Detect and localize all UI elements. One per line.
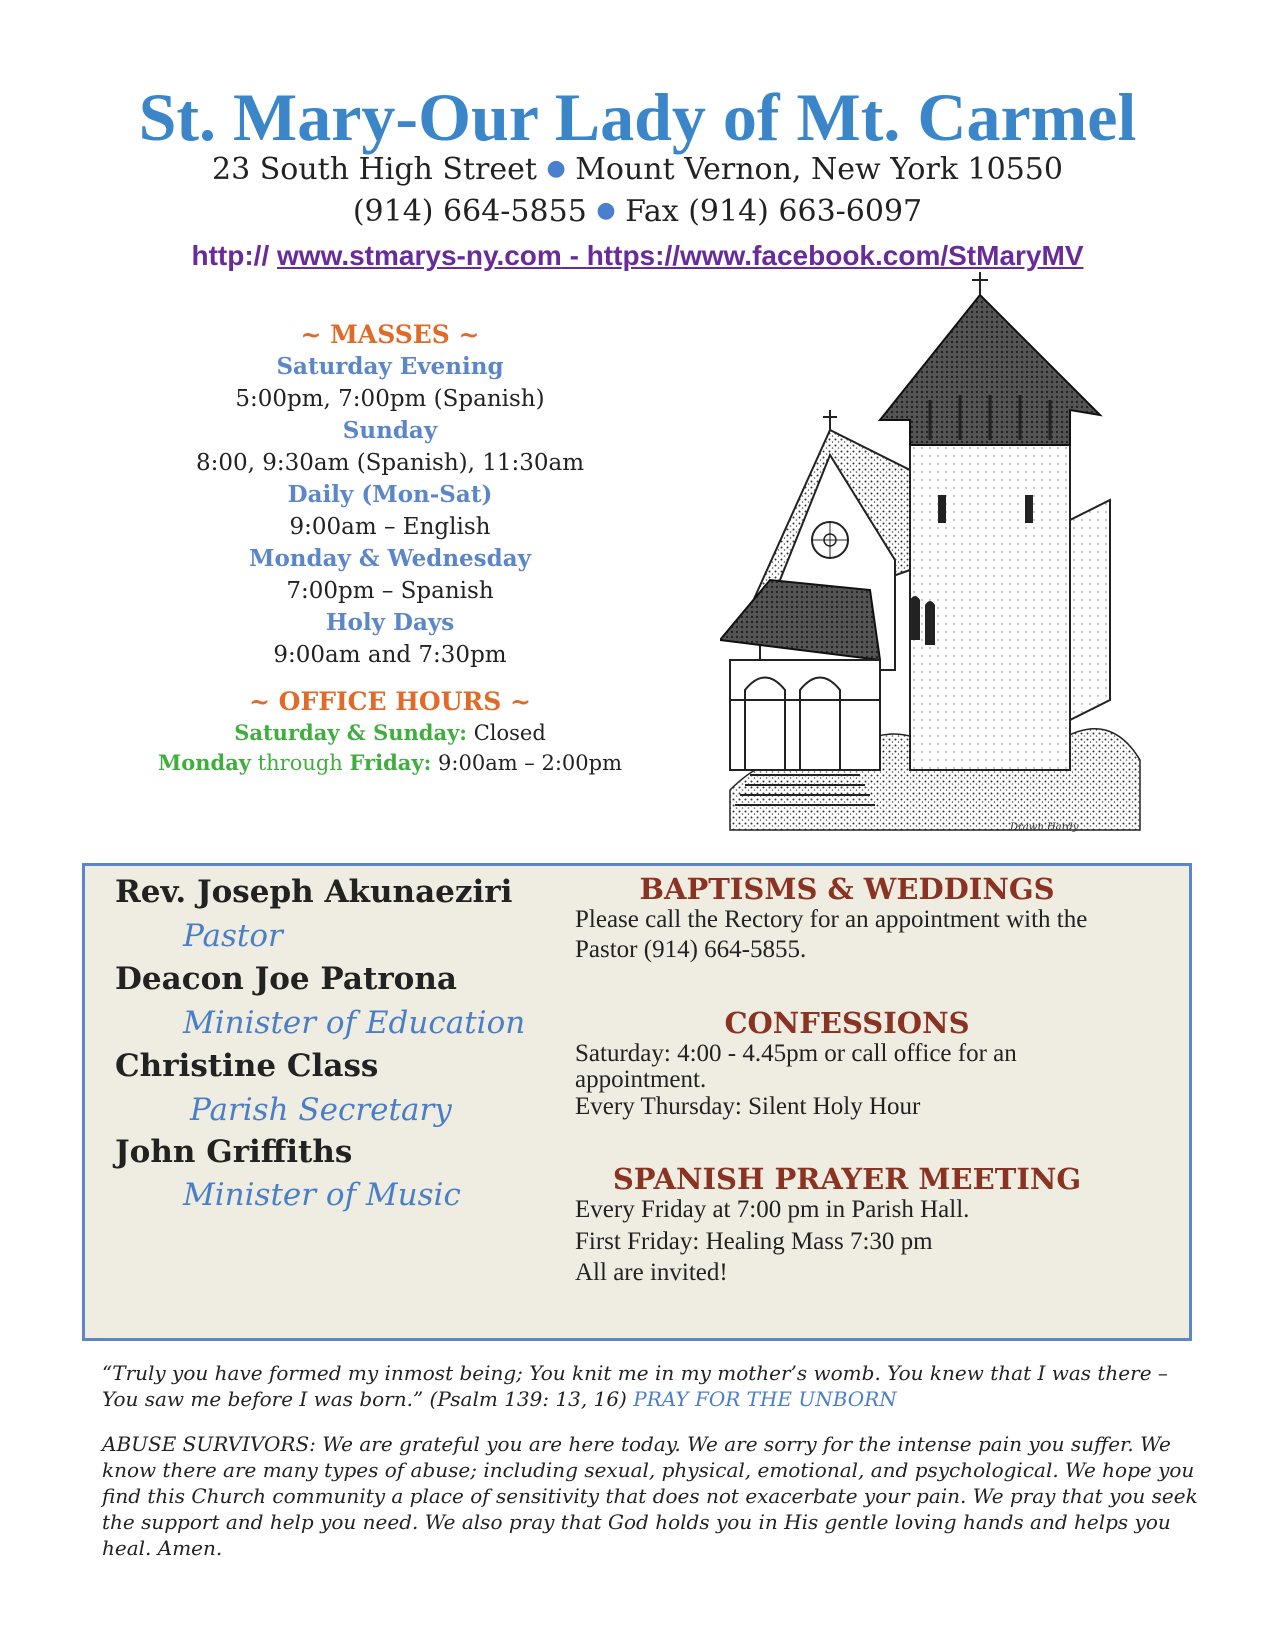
address-line	[0, 152, 1275, 187]
website-link[interactable]: www.stmarys-ny.com	[277, 240, 562, 271]
mass-label: Sunday	[342, 417, 438, 444]
staff-name: John Griffiths	[115, 1134, 353, 1170]
mass-label: Daily (Mon-Sat)	[287, 481, 493, 508]
fax-number: Fax (914) 663-6097	[625, 194, 923, 229]
psalm-callout: PRAY FOR THE UNBORN	[633, 1387, 897, 1411]
office-weekend-value: Closed	[473, 721, 546, 745]
mass-time: 9:00am and 7:30pm	[273, 642, 507, 668]
mass-time: 7:00pm – Spanish	[286, 578, 494, 604]
office-hours-heading: ~ OFFICE HOURS ~	[249, 687, 531, 716]
link-separator: -	[561, 240, 587, 271]
prayer-meeting-line: First Friday: Healing Mass 7:30 pm	[575, 1228, 933, 1255]
mass-label: Saturday Evening	[276, 353, 504, 380]
masses-section	[157, 320, 622, 778]
confessions-line: Saturday: 4:00 - 4.45pm or call office for an	[575, 1040, 1017, 1067]
baptisms-heading: BAPTISMS & WEDDINGS	[639, 872, 1055, 906]
psalm-quote	[102, 1360, 1202, 1412]
url-prefix: http://	[191, 240, 270, 271]
address-street: 23 South High Street	[212, 152, 537, 187]
church-illustration	[720, 270, 1180, 860]
mass-label: Monday & Wednesday	[249, 545, 531, 572]
prayer-meeting-heading: SPANISH PRAYER MEETING	[612, 1162, 1082, 1196]
phone-line	[0, 194, 1275, 229]
office-weekday-through: through	[257, 751, 343, 775]
staff-name: Christine Class	[115, 1048, 379, 1084]
facebook-link[interactable]: https://www.facebook.com/StMaryMV	[586, 240, 1084, 271]
bullet-icon: ●	[546, 156, 566, 181]
staff-role: Pastor	[183, 918, 283, 954]
confessions-line: appointment.	[575, 1066, 707, 1093]
staff-name: Rev. Joseph Akunaeziri	[115, 874, 513, 910]
bullet-icon: ●	[596, 198, 616, 223]
mass-time: 5:00pm, 7:00pm (Spanish)	[235, 386, 545, 412]
mass-time: 9:00am – English	[289, 514, 491, 540]
office-weekday-start: Monday	[157, 750, 251, 775]
phone-number: (914) 664-5855	[352, 194, 587, 229]
links-line	[0, 240, 1275, 272]
baptisms-line: Pastor (914) 664-5855.	[575, 936, 807, 963]
artist-signature: Drawn Hardy	[1010, 822, 1079, 833]
prayer-meeting-line: All are invited!	[575, 1259, 728, 1286]
masses-heading: ~ MASSES ~	[300, 320, 480, 349]
address-city: Mount Vernon, New York 10550	[575, 152, 1063, 187]
prayer-meeting-line: Every Friday at 7:00 pm in Parish Hall.	[575, 1196, 970, 1223]
office-weekend-label: Saturday & Sunday:	[234, 720, 468, 745]
staff-role: Parish Secretary	[190, 1092, 452, 1128]
office-weekday	[140, 748, 640, 778]
staff-role: Minister of Music	[183, 1177, 461, 1213]
office-weekend	[180, 718, 600, 748]
info-box	[82, 863, 1192, 1341]
confessions-line: Every Thursday: Silent Holy Hour	[575, 1093, 921, 1120]
abuse-survivors-note: ABUSE SURVIVORS: We are grateful you are here today. We are sorry for the intense pain you suffer. We know there are many types of abuse; including sexual, physical, emotional, and psychological. We hope you find this Church community a place of sensitivity that does not exacerbate your pain. We pray that you seek the support and help you need. We also pray that God holds you in His gentle loving hands and helps you heal. Amen.	[102, 1432, 1198, 1560]
staff-name: Deacon Joe Patrona	[115, 961, 457, 997]
office-weekday-value: 9:00am – 2:00pm	[438, 751, 622, 775]
staff-role: Minister of Education	[183, 1005, 526, 1041]
confessions-heading: CONFESSIONS	[724, 1006, 970, 1040]
psalm-text: “Truly you have formed my inmost being; You knit me in my mother’s womb. You knew that I was there – You saw me before I was born.” (Psalm 139: 13, 16)	[102, 1361, 1168, 1411]
parish-title: St. Mary-Our Lady of Mt. Carmel	[138, 79, 1137, 155]
mass-time: 8:00, 9:30am (Spanish), 11:30am	[195, 450, 585, 476]
mass-label: Holy Days	[325, 609, 455, 636]
office-weekday-end: Friday:	[349, 750, 432, 775]
baptisms-line: Please call the Rectory for an appointment with the	[575, 906, 1088, 933]
